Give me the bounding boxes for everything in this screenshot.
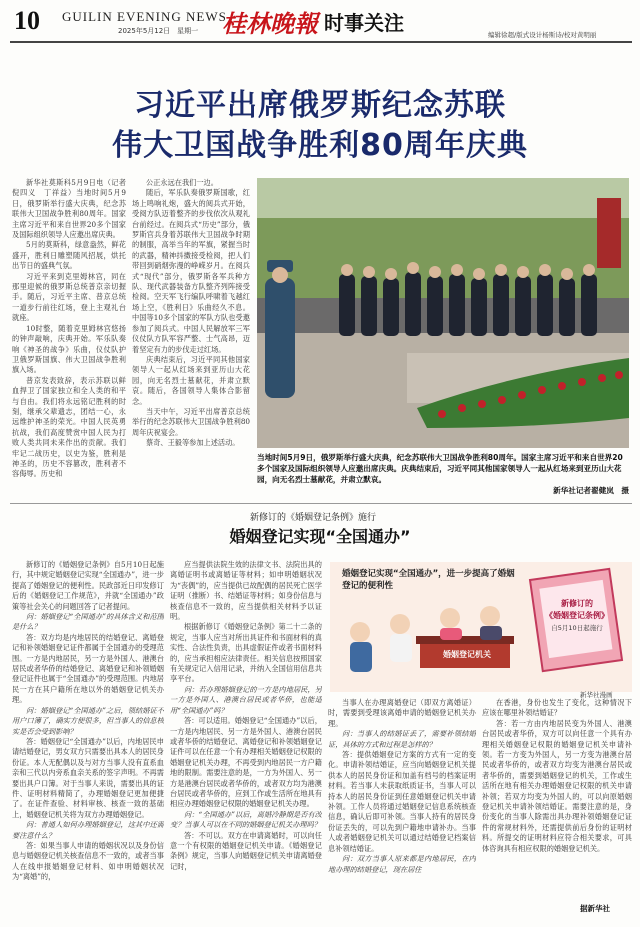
photo-caption-text: 当地时间5月9日，俄罗斯举行盛大庆典，纪念苏联伟大卫国战争胜利80周年。国家主席习近平和来自世界20多个国家及国际组织领导人应邀出席庆典。庆典结束后，习近平同其他国家领导人一起从红场来到亚历山大花园，向无名烈士墓献花，并肃立默哀。 [257, 453, 623, 484]
headline-line-1: 习近平出席俄罗斯纪念苏联 [134, 88, 506, 123]
sub-article-title: 婚姻登记实现“全国通办” [229, 527, 411, 546]
paragraph: 普京发表致辞，表示苏联以鲜血捍卫了国家独立和全人类的和平与自由。我们将永远铭记胜利的时刻，继承父辈遗志，团结一心，永远维护神圣的荣光。中国人民英勇抗战，我们高度赞赏中国人民为打败人类共同未来作出的贡献。我们牢记二战历史，以史为鉴，胜利是神圣的，历史不容篡改，胜利者不容侮辱。历史和 [12, 375, 126, 479]
paragraph: 随后，军乐队奏俄罗斯国歌，红场上鸣响礼炮，盛大的阅兵式开始，受阅方队迈着整齐的步伐依次从观礼台前经过。在阅兵式“历史”部分，俄罗斯官兵身着苏联伟大卫国战争时期的制服，高举当年的军旗，紧握当时的武器，精神抖擞接受检阅，把人们带回到硝烟弥漫的峥嵘岁月。在阅兵式“现代”部分，俄罗斯各军兵种方队、现代武器装备方队整齐列阵接受检阅。空天军飞行编队呼啸着飞越红场上空，《胜利日》乐曲经久不息。中国等10多个国家的军队方队也受邀参加了阅兵式。中国人民解放军三军仪仗队方队军容严整、士气高昂，迈着坚定有力的步伐走过红场。 [132, 188, 250, 354]
paragraph: 根据新修订《婚姻登记条例》第二十二条的规定，当事人应当对所出具证件和书面材料的真实性、合法性负责，出具虚假证件或者书面材料的，应当承担相应法律责任。相关信息按照国家有关规定记入信用记录，并纳入全国信用信息共享平台。 [170, 622, 322, 684]
paragraph: 问：普通人如何办理婚姻登记，这其中还需要注意什么？ [12, 820, 164, 840]
paragraph: 当天中午，习近平出席普京总统举行的纪念苏联伟大卫国战争胜利80周年庆祝宴会。 [132, 406, 250, 437]
paragraph: 10时整，随着克里姆林宫悠扬的钟声敲响，庆典开始。军乐队奏响《神圣的战争》乐曲，仪仗队护卫俄罗斯国旗、伟大卫国战争胜利旗入场。 [12, 323, 126, 375]
sub-article-column-3 [328, 698, 476, 920]
paragraph: 新修订的《婚姻登记条例》自5月10日起施行，其中规定婚姻登记实现“全国通办”，进一步提高了婚姻登记的便利性。民政部近日印发修订后的《婚姻登记工作规范》，并就“全国通办”政策等社会关心的问题回答了记者提问。 [12, 560, 164, 611]
section-title: 时事关注 [324, 11, 404, 35]
headline-line-2: 伟大卫国战争胜利80周年庆典 [112, 128, 528, 163]
paper-logo: 桂林晚報 [222, 9, 318, 38]
paragraph: 应当提供法院生效的法律文书、法院出具的离婚证明书或离婚证等材料；如申明婚姻状况为“丧偶”的，应当提供已故配偶的居民死亡医学证明（推断）书、结婚证等材料；如身份信息与核查信息不一致的，应当提供相关材料予以证明。 [170, 560, 322, 622]
paragraph: 答：双方均是内地居民的结婚登记、离婚登记和补领婚姻登记证件都属于全国通办的受理范围。一方是内地居民，另一方是外国人、港澳台居民或者华侨的结婚登记、离婚登记和补领婚姻登记证件也属于“全国通办”的受理范围。内地居民一方在其户籍所在地以外的婚姻登记机关办理。 [12, 632, 164, 705]
editors-credit: 编辑徐超/版式设计杨斯诗/校对黄明丽 [488, 31, 597, 39]
cartoon-illustration [330, 562, 632, 692]
paragraph: 答：提供婚姻登记方案的方式有一定的变化。申请补领结婚证，应当向婚姻登记机关提供本人的居民身份证和加盖有档号的档案证明材料。若当事人未获取纸质证书，当事人可以持本人的居民身份证到任意婚姻登记机关申请补领。工作人员将通过婚姻登记信息系统核查信息，确认后即可补领。当事人持有的居民身份证丢失的，可以先到户籍地申请补办。当事人或者婚姻登记机关可以通过结婚登记档案信息补领结婚证。 [328, 750, 476, 853]
paragraph: 问：婚姻登记“全国通办”的具体含义和范围是什么？ [12, 612, 164, 632]
sub-article-column-1 [12, 560, 164, 920]
issue-date: 2025年5月12日 星期一 [118, 27, 199, 35]
main-article-column-2 [132, 178, 250, 504]
paragraph: 新华社莫斯科5月9日电（记者倪四义 丁祥益）当地时间5月9日，俄罗斯举行盛大庆典，纪念苏联伟大卫国战争胜利80周年。国家主席习近平和来自世界20多个国家及国际组织领导人应邀出席庆典。 [12, 178, 126, 240]
photo-credit: 新华社记者翟健岚 摄 [553, 486, 629, 495]
paragraph: 蔡奇、王毅等参加上述活动。 [146, 438, 240, 448]
cartoon-book-line-2: 《婚姻登记条例》 [545, 611, 609, 620]
paragraph: 当事人在办理离婚登记（即双方离婚证）时，需要到受理该离婚申请的婚姻登记机关办理。 [328, 698, 476, 728]
sub-article-column-4 [482, 698, 632, 898]
paragraph: 在香港，身份也发生了变化，这种情况下应该在哪里补领结婚证？ [482, 698, 632, 718]
paragraph: 公正永远在我们一边。 [146, 178, 218, 187]
sub-article-kicker: 新修订的《婚姻登记条例》施行 [250, 513, 377, 523]
cartoon-credit: 新华社漫画 [580, 691, 613, 699]
ceremony-photo-illustration [257, 178, 629, 448]
paragraph: 问：婚姻登记“全国通办”之后，领结婚证不用户口簿了，确实方便很多，但当事人的信息核实是否会受到影响？ [12, 705, 164, 736]
sub-article-column-2 [170, 560, 322, 920]
paragraph: 习近平来到克里姆林宫，同在那里迎候的俄罗斯总统普京亲切握手。随后，习近平主席、普京总统一道步行前往红场，登上主观礼台就座。 [12, 271, 126, 323]
paper-name-en: GUILIN EVENING NEWS [62, 9, 227, 24]
paragraph: 问：“全国通办”以后，离婚冷静期是否有改变？当事人可以在不同的婚姻登记机关办理吗？ [170, 809, 322, 830]
paragraph: 答：若一方由内地居民变为外国人、港澳台居民或者华侨，双方可以向任意一个具有办理相关婚姻登记权限的婚姻登记机关申请补领。若一方变为外国人，另一方变为港澳台居民或者华侨的，或者双方均变为港澳台居民或者华侨的，需要到婚姻登记的机关，工作或生活所在地有相关办理婚姻登记权限的机关申请补领；若双方均变为外国人的，可以向原婚姻登记机关申请补领结婚证。需要注意的是，身份变化的当事人除需出具办理补领婚姻登记证件的常规材料外，还需提供前后身份的证明材料。所提交的证明材料应符合相关要求，可具体咨询具有相应权限的婚姻登记机关。 [482, 718, 632, 853]
paragraph: 答：可以适用。婚姻登记“全国通办”以后，一方是内地居民、另一方是外国人、港澳台居民或者华侨的结婚登记、离婚登记和补领婚姻登记证件可以在任意一个有办理相关婚姻登记权限的婚姻登记机关办理，不再受到内地居民一方户籍地的限制。需要注意的是，一方为外国人、另一方是港澳台居民或者华侨的，或者双方均为港澳台居民或者华侨的，应到工作或生活所在地具有相应办理婚姻登记权限的婚姻登记机关办理。 [170, 716, 322, 809]
paragraph: 问：当事人的结婚证丢了，需要补领结婚证，具体的方式和过程是怎样的？ [328, 729, 476, 749]
paragraph: 答：婚姻登记“全国通办”以后，内地居民申请结婚登记，男女双方只需要出具本人的居民身份证。本人无配偶以及与对方当事人没有直系血亲和三代以内旁系血亲关系的签字声明。不再需要出具户口簿。对于当事人来说，需要出具的证件、证明材料精简了，办理婚姻登记更加便捷了。在证件查验、材料审核、核查一致的基础上，婚姻登记机关将为双方办理婚姻登记。 [12, 736, 164, 819]
paragraph: 庆典结束后，习近平同其他国家领导人一起从红场来到亚历山大花园，向无名烈士墓献花，并肃立默哀。随后，各国领导人集体合影留念。 [132, 354, 250, 406]
paragraph: 答：如果当事人申请的婚姻状况以及身份信息与婚姻登记机关核查信息不一致的，或者当事人在线申报婚姻登记材料、如申明婚姻状况为“离婚”的， [12, 840, 164, 882]
section-divider [10, 503, 632, 504]
cartoon-book-line-1: 新修订的 [561, 599, 593, 608]
cartoon-banner: 婚姻登记实现“全国通办”，进一步提高了婚姻登记的便利性 [342, 569, 515, 591]
cartoon-desk-label: 婚姻登记机关 [443, 650, 491, 659]
cartoon-book-cover [542, 598, 612, 634]
paragraph: 问：双方当事人原来都是内地居民，在内地办理的结婚登记，现在居住 [328, 854, 476, 874]
news-photo [257, 178, 629, 448]
main-article-column-1 [12, 178, 126, 504]
paragraph: 问：若办理婚姻登记的一方是内地居民，另一方是外国人、港澳台居民或者华侨，也能适用“全国通办”吗？ [170, 684, 322, 715]
masthead-rule [10, 41, 632, 43]
cartoon-book-line-3: 自5月10日起施行 [551, 624, 603, 632]
paragraph: 5月的莫斯科，绿意盎然，鲜花盛开，胜利日雕塑随风招展，烘托出节日的盛典气氛。 [12, 240, 126, 271]
masthead [0, 0, 640, 42]
paragraph: 答：不可以。双方在申请离婚时，可以向任意一个有权限的婚姻登记机关申请。《婚姻登记条例》规定，当事人向婚姻登记机关申请离婚登记时， [170, 830, 322, 871]
page-number: 10 [14, 6, 40, 35]
photo-caption [257, 452, 629, 496]
article-source: 据新华社 [580, 904, 610, 913]
